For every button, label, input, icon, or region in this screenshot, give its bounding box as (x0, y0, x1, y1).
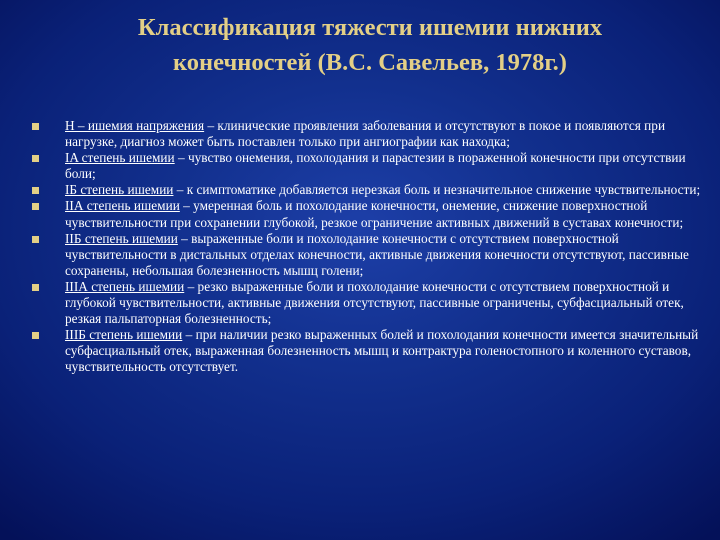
list-item-grade-1a (32, 150, 718, 182)
list-item-grade-3b (32, 327, 718, 375)
square-bullet-icon (32, 155, 39, 162)
grade-term: IIА степень ишемии (65, 198, 180, 214)
grade-description: – к симптоматике добавляется нерезкая боль и незначительное снижение чувствительности; (173, 182, 701, 198)
list-item-grade-n (32, 118, 718, 150)
square-bullet-icon (32, 203, 39, 210)
ischemia-grades-list (32, 118, 718, 376)
grade-term: IIIА степень ишемии (65, 278, 185, 294)
square-bullet-icon (32, 332, 39, 339)
grade-term: Н – ишемия напряжения (65, 118, 205, 133)
square-bullet-icon (32, 284, 39, 291)
list-item-grade-2b (32, 231, 718, 279)
grade-term: IБ степень ишемии (65, 182, 174, 198)
grade-term: IIIБ степень ишемии (65, 327, 183, 343)
square-bullet-icon (32, 123, 39, 130)
grade-term: IA степень ишемии (65, 150, 175, 166)
grade-description: – резко выраженные боли и похолодание конечности с отсутствием поверхностной и глубокой чувствительности, активные движения отсутствуют, пассивные ограничены, субфасциальный отек, резкая пальпаторная болезненность; (65, 278, 684, 327)
grade-description: – умеренная боль и похолодание конечности, онемение, снижение поверхностной чувствительности при сохранении глубокой, резкое ограничение активных движений в суставах конечности; (65, 198, 684, 230)
slide-title (60, 10, 680, 80)
grade-term: IIБ степень ишемии (65, 230, 178, 246)
title-line-2: конечностей (В.С. Савельев, 1978г.) (173, 49, 567, 76)
square-bullet-icon (32, 187, 39, 194)
grade-description: – чувство онемения, похолодания и парастезии в пораженной конечности при отсутствии боли; (65, 150, 686, 182)
square-bullet-icon (32, 236, 39, 243)
grade-description: – при наличии резко выраженных болей и похолодания конечности имеется значительный субфасциальный отек, выраженная болезненность мышц и контрактура голеностопного и коленного суставов, чувствительность отсутствует. (65, 327, 699, 375)
title-line-1: Классификация тяжести ишемии нижних (137, 14, 603, 41)
list-item-grade-3a (32, 279, 718, 327)
grade-description: – клинические проявления заболевания и отсутствуют в покое и появляются при нагрузке, диагноз может быть поставлен только при ангиографии как находка; (65, 118, 666, 150)
list-item-grade-1b (32, 182, 718, 198)
list-item-grade-2a (32, 198, 718, 230)
grade-description: – выраженные боли и похолодание конечности с отсутствием поверхностной чувствительности в дистальных отделах конечности, активные движения конечности отсутствуют, пассивные сохранены, небольшая болезненность мышц голени; (65, 230, 689, 278)
